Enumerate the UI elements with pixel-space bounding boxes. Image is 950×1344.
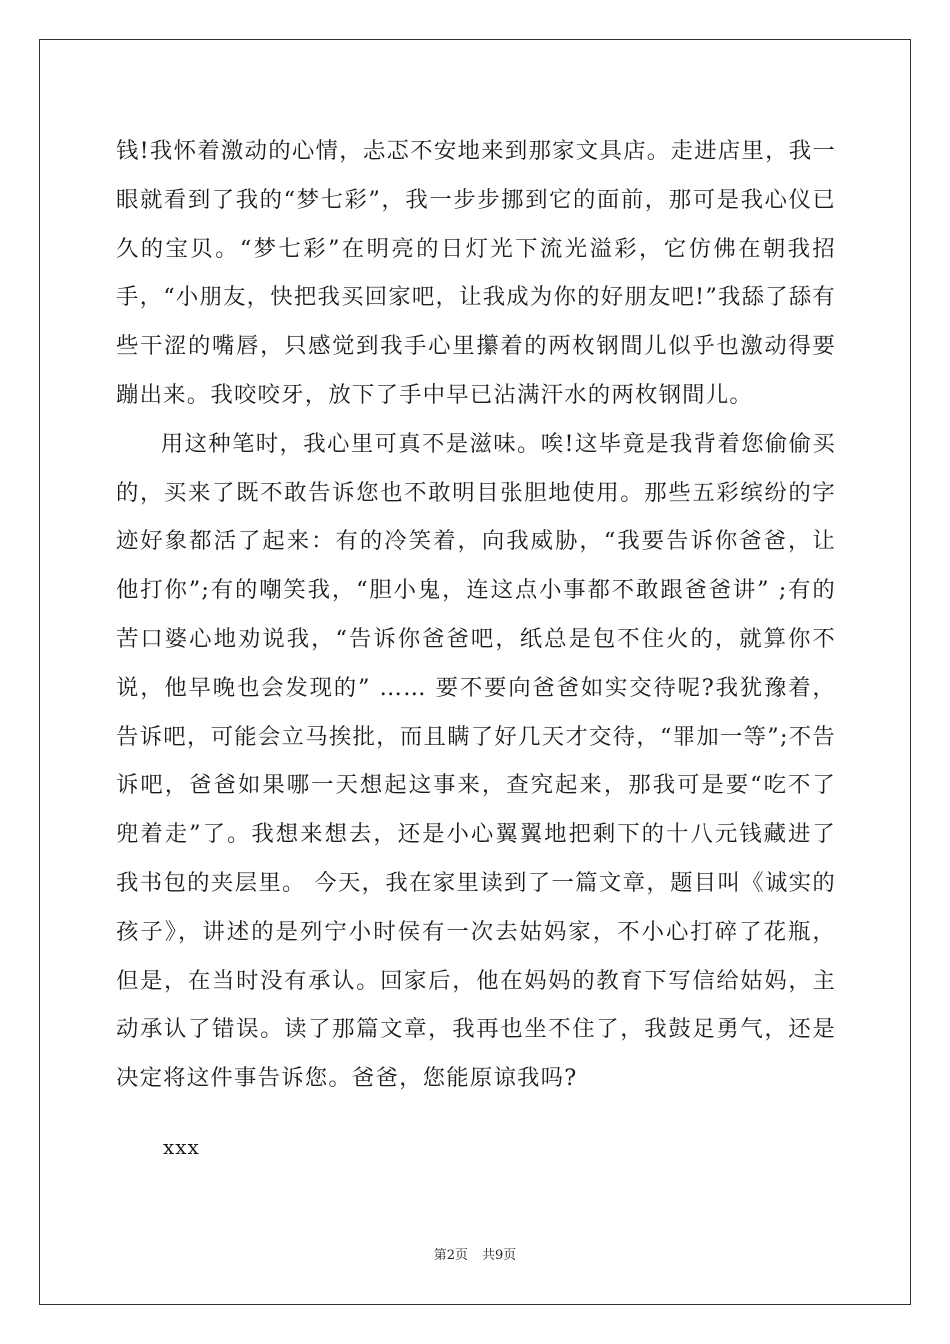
page-total: 共9页 [482, 1248, 517, 1263]
signature: xxx [163, 1135, 200, 1159]
page-footer [0, 1246, 950, 1266]
document-body [116, 127, 836, 1103]
page-number: 第2页 [433, 1248, 468, 1263]
paragraph-1: 钱!我怀着激动的心情，忐忑不安地来到那家文具店。走进店里，我一眼就看到了我的“梦七彩”，我一步步挪到它的面前，那可是我心仪已久的宝贝。“梦七彩”在明亮的日灯光下流光溢彩，它仿佛在朝我招手，“小朋友，快把我买回家吧，让我成为你的好朋友吧!”我舔了舔有些干涩的嘴唇，只感觉到我手心里攥着的两枚钢間儿似乎也激动得要蹦出来。我咬咬牙，放下了手中早已沾满汗水的两枚钢間儿。 [116, 138, 836, 408]
paragraph-2: 用这种笔时，我心里可真不是滋味。唉!这毕竟是我背着您偷偷买的，买来了既不敢告诉您也不敢明目张胆地使用。那些五彩缤纷的字迹好象都活了起来：有的冷笑着，向我威胁，“我要告诉你爸爸，让他打你”;有的嘲笑我，“胆小鬼，连这点小事都不敢跟爸爸讲” ;有的苦口婆心地劝说我，“告诉你爸爸吧，纸总是包不住火的，就算你不说，他早晚也会发现的” …… 要不要向爸爸如实交待呢?我犹豫着，告诉吧，可能会立马挨批，而且瞒了好几天才交待，“罪加一等”;不告诉吧，爸爸如果哪一天想起这事来，查究起来，那我可是要“吃不了兜着走”了。我想来想去，还是小心翼翼地把剩下的十八元钱藏进了我书包的夹层里。 今天，我在家里读到了一篇文章，题目叫《诚实的孩子》，讲述的是列宁小时侯有一次去姑妈家，不小心打碎了花瓶，但是，在当时没有承认。回家后，他在妈妈的教育下写信给姑妈，主动承认了错误。读了那篇文章，我再也坐不住了，我鼓足勇气，还是决定将这件事告诉您。爸爸，您能原谅我吗? [116, 430, 836, 1092]
